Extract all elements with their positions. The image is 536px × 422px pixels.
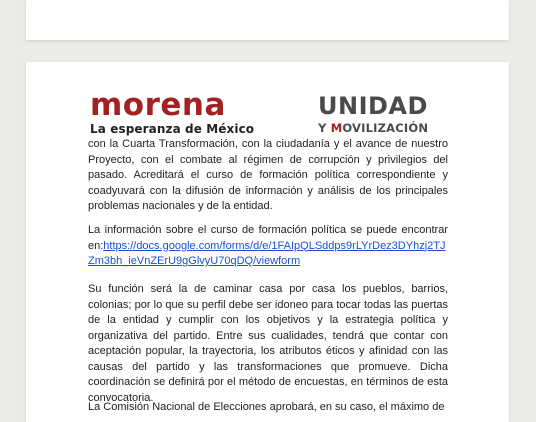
morena-logo-tagline: La esperanza de México xyxy=(90,122,255,136)
paragraph-3: Su función será la de caminar casa por casa los pueblos, barrios, colonias; por lo que su perfil debe ser idoneo para tocar todas las puertas de la entidad y cumplir con los objetivos y la estrategia política y organizativa del partido. Entre sus cualidades, tendrá que contar con aceptación popular, la trayectoria, los atributos éticos y afinidad con las causas del partido y las transformaciones que promueve. Dicha coordinación se definirá por el método de encuestas, en términos de esta convocatoria. xyxy=(88,283,448,404)
movilizacion-logo-word xyxy=(318,121,428,135)
morena-logo-word: morena xyxy=(90,87,226,123)
paragraph-4: La Comisión Nacional de Elecciones aprobará, en su caso, el máximo de xyxy=(88,401,445,413)
paragraph-2 xyxy=(88,223,448,270)
movilizacion-prefix: Y xyxy=(318,121,331,135)
movilizacion-m: M xyxy=(330,121,343,135)
movilizacion-rest: OVILIZACIÓN xyxy=(342,121,429,135)
morena-logo xyxy=(90,87,255,136)
form-link[interactable]: https://docs.google.com/forms/d/e/1FAIpQLSddps9rLYrDez3DYhzj2TJZm3bh_ieVnZErU9gGlvyU70qDQ/viewform xyxy=(88,239,446,267)
paragraph-1: con la Cuarta Transformación, con la ciudadanía y el avance de nuestro Proyecto, con el combate al régimen de corrupción y privilegios del pasado. Acreditará el curso de formación política correspondiente y coadyuvará con la difusión de información y análisis de los principales problemas nacionales y de la entidad. xyxy=(88,138,448,212)
unidad-logo-word: UNIDAD xyxy=(318,92,428,120)
document-page xyxy=(26,62,509,422)
unidad-movilizacion-logo xyxy=(318,94,428,135)
previous-page-card xyxy=(26,0,509,40)
paragraph-2-text: La información sobre el curso de formación política se puede encontrar en: xyxy=(88,224,448,252)
